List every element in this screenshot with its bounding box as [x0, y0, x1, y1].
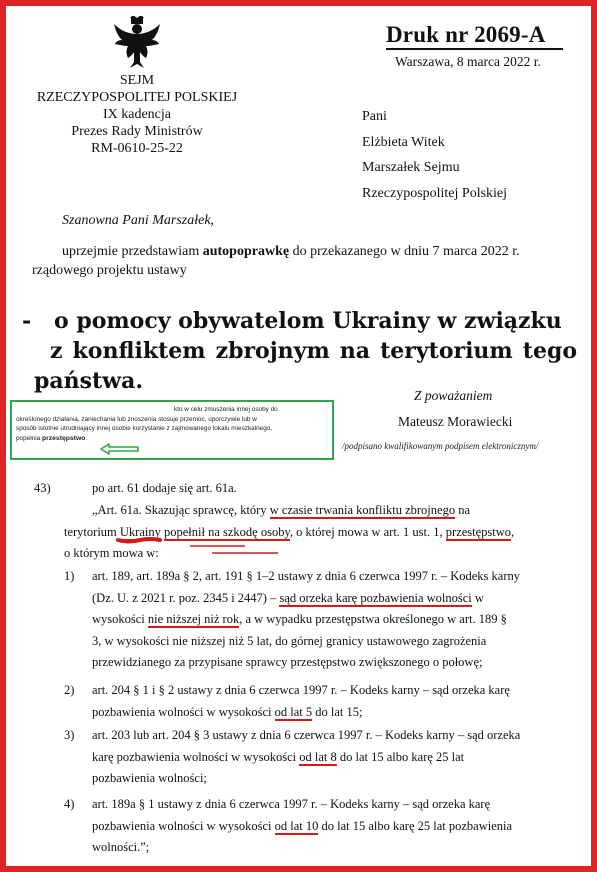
article-text: o którym mowa w: — [64, 546, 159, 560]
inset-text: popełnia — [16, 434, 42, 442]
inset-line: sposób istotnie utrudniający innej osobie korzystanie z zajmowanego lokalu mieszkalnego, — [16, 425, 273, 433]
highlight-underline: nie niższej niż rok — [147, 612, 240, 626]
inset-highlight-box — [10, 400, 334, 460]
article-61a — [64, 500, 534, 565]
list-text: wysokości — [92, 612, 148, 626]
article-text: , — [511, 524, 515, 539]
sender-block — [20, 72, 254, 157]
list-text: , a w wypadku przestępstwa określonego w art. 189 § — [239, 612, 507, 626]
addressee-line: Marszałek Sejmu — [362, 160, 460, 175]
sender-line: IX kadencja — [102, 107, 172, 122]
list-number: 3) — [64, 728, 75, 742]
highlight-underline: Ukrainy — [119, 524, 161, 539]
list-item — [92, 794, 534, 859]
highlight-underline: od lat 8 — [299, 749, 337, 764]
intro-line2: rządowego projektu ustawy — [32, 263, 187, 278]
title-line-3: państwa. — [34, 368, 144, 394]
highlight-underline: sąd orzeka karę pozbawienia wolności — [279, 590, 472, 605]
sender-line: SEJM — [119, 73, 155, 88]
list-line: art. 189a § 1 ustawy z dnia 6 czerwca 1997 r. – Kodeks karny – sąd orzeka karę — [92, 797, 491, 811]
article-text: „Art. 61a. Skazując sprawcę, który — [92, 503, 270, 517]
sender-line: Prezes Rady Ministrów — [71, 124, 203, 139]
list-text: do lat 15; — [312, 704, 363, 719]
arrow-left-icon — [100, 443, 140, 455]
highlight-underline: od lat 10 — [274, 818, 319, 833]
e-signature-note: /podpisano kwalifikowanym podpisem elektronicznym/ — [342, 441, 539, 451]
list-item — [92, 680, 534, 723]
list-number: 2) — [64, 683, 75, 697]
sender-line: RZECZYPOSPOLITEJ POLSKIEJ — [36, 90, 238, 105]
intro-paragraph — [32, 242, 572, 280]
bill-title — [22, 306, 577, 396]
inset-line: kto w celu zmuszenia innej osoby do — [174, 406, 278, 413]
list-text: pozbawienia wolności w wysokości — [92, 704, 275, 719]
highlight-underline: popełnił na szkodę osoby — [163, 524, 290, 539]
list-text: do lat 15 albo karę 25 lat pozbawienia — [318, 818, 513, 833]
highlight-underline: w czasie trwania konfliktu zbrojnego — [269, 503, 456, 517]
list-number: 4) — [64, 797, 75, 811]
addressee-line: Rzeczypospolitej Polskiej — [362, 185, 508, 201]
print-number-underline — [386, 48, 563, 50]
list-number: 1) — [64, 569, 75, 583]
inset-line — [16, 434, 328, 444]
addressee-block — [362, 104, 507, 206]
intro-text: do przekazanego w dniu 7 marca 2022 r. — [289, 244, 520, 259]
highlight-underline: przestępstwo — [445, 524, 512, 539]
signer-name: Mateusz Morawiecki — [398, 414, 513, 429]
list-text: karę pozbawienia wolności w wysokości — [92, 749, 300, 764]
list-text: do lat 15 albo karę 25 lat — [336, 749, 465, 764]
list-line: wolności.”; — [92, 840, 150, 854]
inset-line: określonego działania, zaniechania lub znoszenia stosuje przemoc, uporczywie lub w — [16, 415, 257, 423]
sender-line: RM-0610-25-22 — [91, 141, 183, 156]
item-text: po art. 61 dodaje się art. 61a. — [92, 481, 237, 495]
intro-text: uprzejmie przedstawiam — [62, 244, 203, 259]
inset-bold: przestępstwo — [41, 434, 86, 442]
highlight-underline: od lat 5 — [274, 704, 313, 719]
polish-eagle-icon — [112, 16, 162, 70]
inset-text: . — [85, 434, 88, 442]
article-text: na — [455, 503, 471, 517]
list-line: art. 204 § 1 i § 2 ustawy z dnia 6 czerwca 1997 r. – Kodeks karny – sąd orzeka karę — [92, 683, 510, 697]
addressee-line: Pani — [362, 109, 387, 124]
list-text: w — [471, 590, 484, 605]
list-line: pozbawienia wolności; — [92, 771, 207, 785]
salutation: Szanowna Pani Marszałek, — [62, 213, 215, 228]
title-dash: - — [22, 308, 32, 334]
title-line-1: o pomocy obywatelom Ukrainy w związku — [54, 308, 562, 334]
place-date: Warszawa, 8 marca 2022 r. — [395, 54, 541, 69]
intro-bold: autopoprawkę — [202, 244, 290, 259]
list-line: art. 189, art. 189a § 2, art. 191 § 1–2 ustawy z dnia 6 czerwca 1997 r. – Kodeks karny — [92, 569, 521, 583]
list-item — [92, 725, 534, 790]
print-number: Druk nr 2069-A — [386, 22, 546, 47]
list-line: art. 203 lub art. 204 § 3 ustawy z dnia 6 czerwca 1997 r. – Kodeks karny – sąd orzeka — [92, 728, 521, 742]
list-line: przewidzianego za przypisane sprawcy przestępstwo zwiększonego o połowę; — [92, 655, 483, 669]
list-line: 3, w wysokości nie niższej niż 5 lat, do górnej granicy ustawowego zagrożenia — [92, 633, 487, 648]
article-text: , o której mowa w art. 1 ust. 1, — [289, 524, 446, 539]
article-text: terytorium — [64, 524, 120, 539]
item-number: 43) — [34, 481, 51, 495]
list-text: (Dz. U. z 2021 r. poz. 2345 i 2447) – — [92, 590, 280, 605]
regards: Z poważaniem — [414, 388, 493, 403]
title-line-2: z konfliktem zbrojnym na terytorium tego — [50, 338, 577, 364]
addressee-line: Elżbieta Witek — [362, 134, 445, 150]
list-item — [92, 566, 534, 674]
list-text: pozbawienia wolności w wysokości — [92, 818, 275, 833]
